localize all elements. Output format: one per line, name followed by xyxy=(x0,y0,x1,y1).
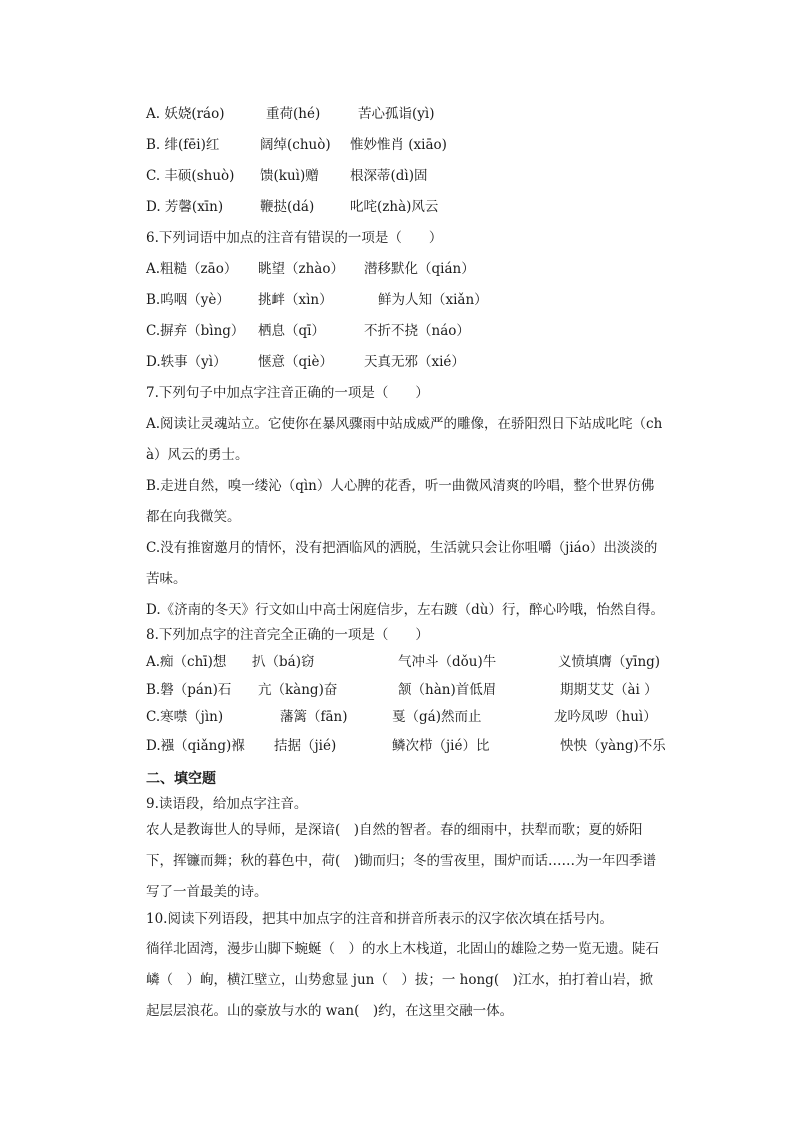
q6-option-a-item2: 眺望（zhào） xyxy=(258,261,344,277)
q8-option-c-item1: C.寒噤（jìn) xyxy=(146,709,224,725)
q6-option-a-item3: 潜移默化（qián） xyxy=(364,261,475,277)
q7-option-c-line1: C.没有推窗邀月的情怀，没有把酒临风的洒脱，生活就只会让你咀嚼（jiáo）出淡淡的 xyxy=(146,540,658,556)
q6-option-c-item1: C.摒弃（bìng） xyxy=(146,323,245,339)
q5-option-d-item3: 叱咤(zhà)风云 xyxy=(350,199,439,215)
q7-option-a-line2: à）风云的勇士。 xyxy=(146,447,249,463)
q5-option-d-item2: 鞭挞(dá) xyxy=(260,199,315,215)
q7-option-a-line1: A.阅读让灵魂站立。它使你在暴风骤雨中站成威严的雕像，在骄阳烈日下站成叱咤（ch xyxy=(146,416,663,432)
q8-option-c-item3: 戛（gá)然而止 xyxy=(392,709,482,725)
q6-option-b-item3: 鲜为人知（xiǎn） xyxy=(378,292,488,308)
q8-option-b-item1: B.磐（pán)石 xyxy=(146,682,232,698)
q6-option-d-item3: 天真无邪（xié） xyxy=(364,354,465,370)
q5-option-b-item1: B. 绯(fēi)红 xyxy=(146,137,220,153)
q8-option-c-item4: 龙吟凤哕（huì） xyxy=(554,709,657,725)
q5-option-a-item3: 苦心孤诣(yì) xyxy=(358,106,435,122)
q7-stem: 7.下列句子中加点字注音正确的一项是（ ） xyxy=(146,385,429,401)
q10-passage-text: 徜徉北固湾，漫步山脚下蜿蜒（ ）的水上木栈道，北固山的雄险之势一览无遗。陡石嶙（ ）峋，横江壁立，山势愈显 jun（ ）拔；一 hong( )江水，拍打着山岩，掀起层层浪花。山的豪放与水的 wan( )约，在这里交融一体。 xyxy=(146,941,659,1019)
q5-option-c-item3: 根深蒂(dì)固 xyxy=(350,168,428,184)
q8-option-c-item2: 藩篱（fān) xyxy=(280,709,348,725)
q8-option-b-item3: 颔（hàn)首低眉 xyxy=(398,682,497,698)
q8-option-d-item1: D.襁（qiǎng)褓 xyxy=(146,738,245,754)
section-heading: 二、填空题 xyxy=(146,771,216,787)
q6-option-a-item1: A.粗糙（zāo） xyxy=(146,261,238,277)
q7-option-c-line2: 苦味。 xyxy=(146,571,187,587)
q8-option-d-item3: 鳞次栉（jié）比 xyxy=(392,738,490,754)
q7-option-b-line1: B.走进自然，嗅一缕沁（qìn）人心脾的花香，听一曲微风清爽的吟唱，整个世界仿佛 xyxy=(146,478,655,494)
q9-passage xyxy=(146,815,666,908)
q8-stem: 8.下列加点字的注音完全正确的一项是（ ） xyxy=(146,627,429,643)
q8-option-a-item3: 气冲斗（dǒu)牛 xyxy=(398,654,497,670)
q10-stem: 10.阅读下列语段，把其中加点字的注音和拼音所表示的汉字依次填在括号内。 xyxy=(146,911,613,927)
q8-option-a-item2: 扒（bá)窃 xyxy=(252,654,315,670)
q8-option-b-item2: 亢（kàng)奋 xyxy=(258,682,338,698)
q5-option-b-item3: 惟妙惟肖 (xiāo) xyxy=(350,137,447,153)
q6-option-c-item2: 栖息（qī） xyxy=(258,323,325,339)
q9-passage-text: 农人是教诲世人的导师，是深谙( )自然的智者。春的细雨中，扶犁而歌；夏的娇阳下，挥镰而舞；秋的暮色中，荷( )锄而归；冬的雪夜里，围炉而话……为一年四季谱写了一首最美的诗。 xyxy=(146,822,657,900)
q5-option-d-item1: D. 芳馨(xīn) xyxy=(146,199,224,215)
q5-option-a-item1: A. 妖娆(ráo) xyxy=(146,106,225,122)
q7-option-d-line1: D.《济南的冬天》行文如山中高士闲庭信步，左右踱（dù）行，醉心吟哦，怡然自得。 xyxy=(146,602,664,618)
q6-option-b-item1: B.呜咽（yè） xyxy=(146,292,230,308)
q9-stem: 9.读语段，给加点字注音。 xyxy=(146,796,308,812)
q6-option-c-item3: 不折不挠（náo） xyxy=(364,323,470,339)
q8-option-a-item4: 义愤填膺（yīng) xyxy=(558,654,661,670)
q5-option-c-item2: 馈(kuì)赠 xyxy=(260,168,319,184)
q10-passage xyxy=(146,934,666,1027)
q8-option-d-item2: 拮据（jié) xyxy=(274,738,337,754)
q6-stem: 6.下列词语中加点的注音有错误的一项是（ ） xyxy=(146,230,443,246)
q6-option-d-item2: 惬意（qiè） xyxy=(258,354,333,370)
q6-option-d-item1: D.轶事（yì） xyxy=(146,354,227,370)
q5-option-b-item2: 阔绰(chuò) xyxy=(260,137,331,153)
q6-option-b-item2: 挑衅（xìn） xyxy=(258,292,333,308)
q5-option-c-item1: C. 丰硕(shuò) xyxy=(146,168,235,184)
q8-option-b-item4: 期期艾艾（ài ） xyxy=(560,682,658,698)
q8-option-a-item1: A.痴（chī)想 xyxy=(146,654,227,670)
q7-option-b-line2: 都在向我微笑。 xyxy=(146,509,241,525)
q5-option-a-item2: 重荷(hé) xyxy=(266,106,321,122)
q8-option-d-item4: 怏怏（yàng)不乐 xyxy=(560,738,666,754)
